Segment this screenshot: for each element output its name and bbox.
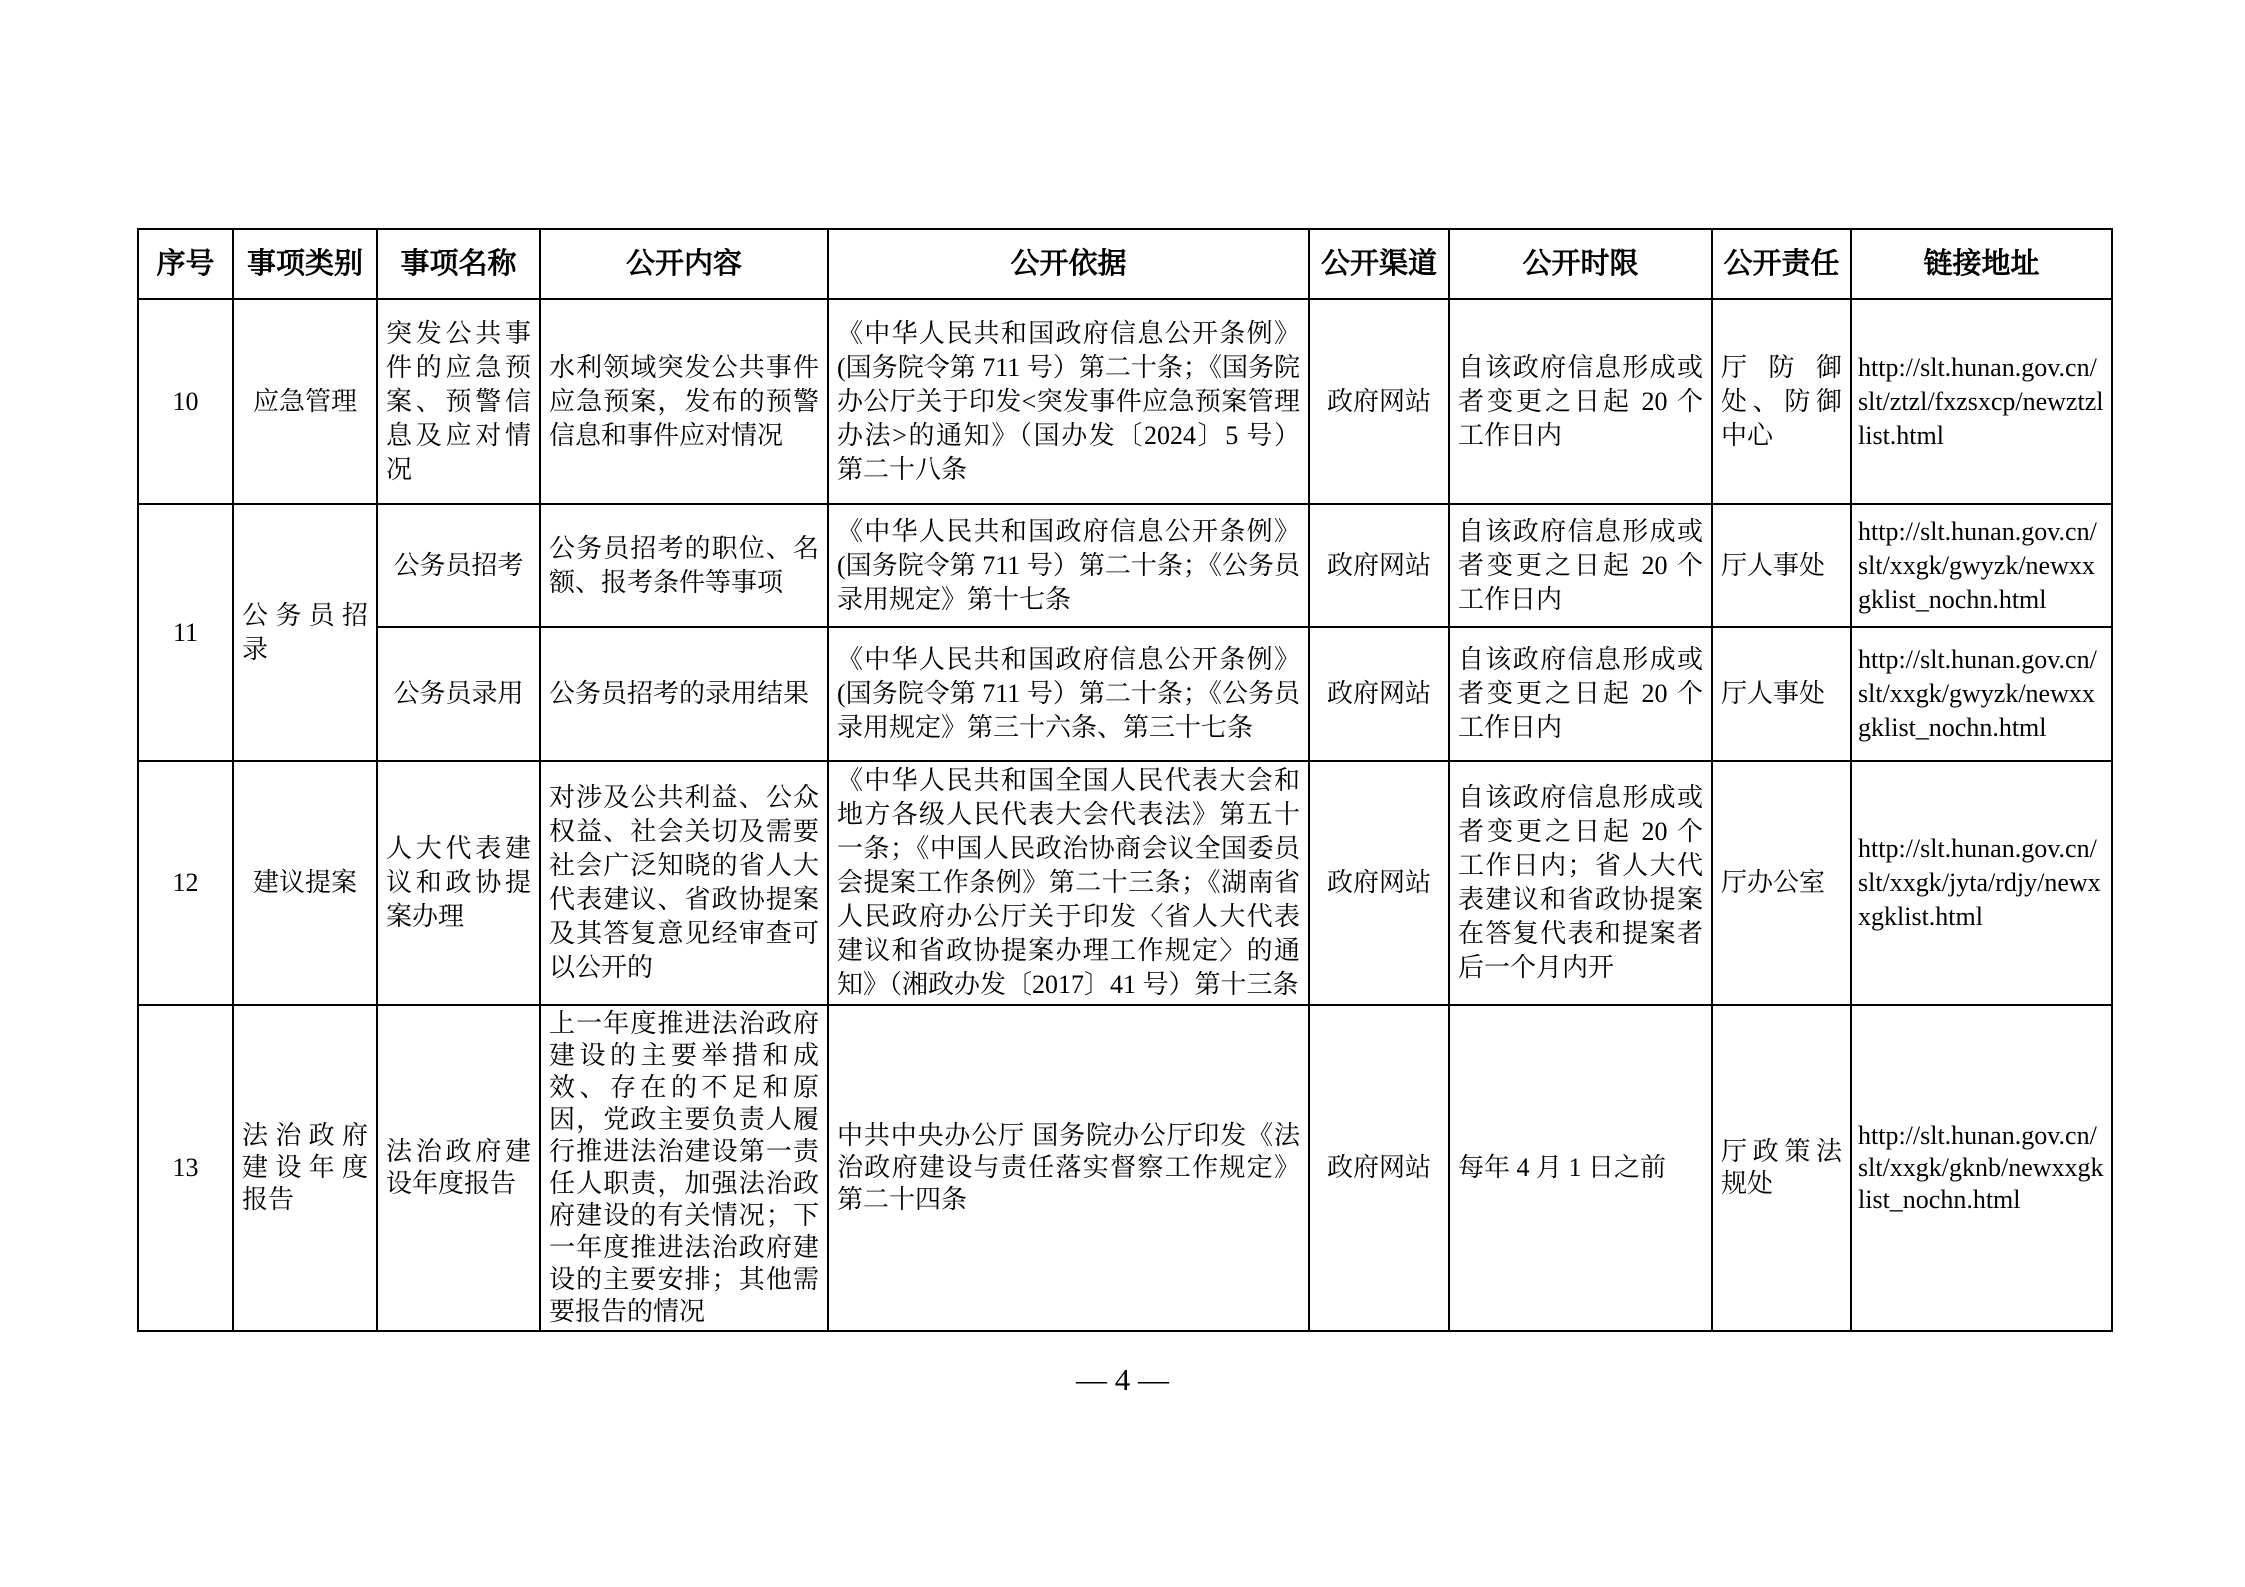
col-header-serial: 序号	[138, 229, 233, 299]
row11b-link-url: http://slt.hunan.gov.cn/slt/xxgk/gwyzk/newxxgklist_nochn.html	[1851, 627, 2112, 761]
table-row-13	[138, 1005, 2112, 1331]
row13-name-cell: 法治政府建设年度报告	[377, 1005, 540, 1331]
table-row-12	[138, 761, 2112, 1005]
row10-link-url: http://slt.hunan.gov.cn/slt/ztzl/fxzsxcp/newztzllist.html	[1851, 299, 2112, 504]
row11b-content-cell: 公务员招考的录用结果	[540, 627, 828, 761]
row11a-time-limit-cell: 自该政府信息形成或者变更之日起 20 个工作日内	[1449, 504, 1712, 627]
row12-basis-cell: 《中华人民共和国全国人民代表大会和地方各级人民代表大会代表法》第五十一条；《中国人民政治协商会议全国委员会提案工作条例》第二十三条；《湖南省人民政府办公厅关于印发〈省人大代表建议和省政协提案办理工作规定〉的通知》（湘政办发〔2017〕41 号）第十三条	[828, 761, 1309, 1005]
row12-name-cell: 人大代表建议和政协提案办理	[377, 761, 540, 1005]
public-disclosure-items-table	[137, 228, 2113, 1332]
row12-serial-cell: 12	[138, 761, 233, 1005]
row13-content-cell: 上一年度推进法治政府建设的主要举措和成效、存在的不足和原因，党政主要负责人履行推进法治建设第一责任人职责，加强法治政府建设的有关情况；下一年度推进法治政府建设的主要安排；其他需要报告的情况	[540, 1005, 828, 1331]
row11b-time-limit-cell: 自该政府信息形成或者变更之日起 20 个工作日内	[1449, 627, 1712, 761]
row10-category-cell: 应急管理	[233, 299, 377, 504]
row11a-link-url: http://slt.hunan.gov.cn/slt/xxgk/gwyzk/newxxgklist_nochn.html	[1851, 504, 2112, 627]
col-header-category: 事项类别	[233, 229, 377, 299]
row13-basis-cell: 中共中央办公厅 国务院办公厅印发《法治政府建设与责任落实督察工作规定》第二十四条	[828, 1005, 1309, 1331]
row11b-name-cell: 公务员录用	[377, 627, 540, 761]
col-header-basis: 公开依据	[828, 229, 1309, 299]
table-row-11b	[138, 627, 2112, 761]
row11b-responsibility-cell: 厅人事处	[1712, 627, 1851, 761]
row11b-channel-cell: 政府网站	[1309, 627, 1449, 761]
header-row	[138, 229, 2112, 299]
row10-content-cell: 水利领域突发公共事件应急预案，发布的预警信息和事件应对情况	[540, 299, 828, 504]
row11a-basis-cell: 《中华人民共和国政府信息公开条例》(国务院令第 711 号）第二十条；《公务员录用规定》第十七条	[828, 504, 1309, 627]
row11a-channel-cell: 政府网站	[1309, 504, 1449, 627]
row11-category-cell: 公务员招录	[233, 504, 377, 761]
row12-content-cell: 对涉及公共利益、公众权益、社会关切及需要社会广泛知晓的省人大代表建议、省政协提案及其答复意见经审查可以公开的	[540, 761, 828, 1005]
col-header-item-name: 事项名称	[377, 229, 540, 299]
row13-channel-cell: 政府网站	[1309, 1005, 1449, 1331]
row10-name-cell: 突发公共事件的应急预案、预警信息及应对情况	[377, 299, 540, 504]
table-row-10	[138, 299, 2112, 504]
row10-basis-cell: 《中华人民共和国政府信息公开条例》(国务院令第 711 号）第二十条；《国务院办公厅关于印发<突发事件应急预案管理办法>的通知》（国办发〔2024〕5 号）第二十八条	[828, 299, 1309, 504]
row12-time-limit-cell: 自该政府信息形成或者变更之日起 20 个工作日内；省人大代表建议和省政协提案在答复代表和提案者后一个月内开	[1449, 761, 1712, 1005]
row12-category-cell: 建议提案	[233, 761, 377, 1005]
table-header	[138, 229, 2112, 299]
row10-responsibility-cell: 厅防御处、防御中心	[1712, 299, 1851, 504]
row12-link-url: http://slt.hunan.gov.cn/slt/xxgk/jyta/rdjy/newxxgklist.html	[1851, 761, 2112, 1005]
table-row-11a	[138, 504, 2112, 627]
row10-channel-cell: 政府网站	[1309, 299, 1449, 504]
col-header-link: 链接地址	[1851, 229, 2112, 299]
col-header-channel: 公开渠道	[1309, 229, 1449, 299]
col-header-time-limit: 公开时限	[1449, 229, 1712, 299]
row11a-content-cell: 公务员招考的职位、名额、报考条件等事项	[540, 504, 828, 627]
row12-channel-cell: 政府网站	[1309, 761, 1449, 1005]
row11b-basis-cell: 《中华人民共和国政府信息公开条例》(国务院令第 711 号）第二十条；《公务员录用规定》第三十六条、第三十七条	[828, 627, 1309, 761]
row13-link-url: http://slt.hunan.gov.cn/slt/xxgk/gknb/newxxgklist_nochn.html	[1851, 1005, 2112, 1331]
row13-responsibility-cell: 厅政策法规处	[1712, 1005, 1851, 1331]
row11a-responsibility-cell: 厅人事处	[1712, 504, 1851, 627]
row11a-name-cell: 公务员招考	[377, 504, 540, 627]
col-header-content: 公开内容	[540, 229, 828, 299]
row13-time-limit-cell: 每年 4 月 1 日之前	[1449, 1005, 1712, 1331]
page-number: — 4 —	[1076, 1362, 1169, 1397]
row10-time-limit-cell: 自该政府信息形成或者变更之日起 20 个工作日内	[1449, 299, 1712, 504]
col-header-responsibility: 公开责任	[1712, 229, 1851, 299]
row12-responsibility-cell: 厅办公室	[1712, 761, 1851, 1005]
row10-serial-cell: 10	[138, 299, 233, 504]
row13-category-cell: 法治政府建设年度报告	[233, 1005, 377, 1331]
row13-serial-cell: 13	[138, 1005, 233, 1331]
row11-serial-cell: 11	[138, 504, 233, 761]
